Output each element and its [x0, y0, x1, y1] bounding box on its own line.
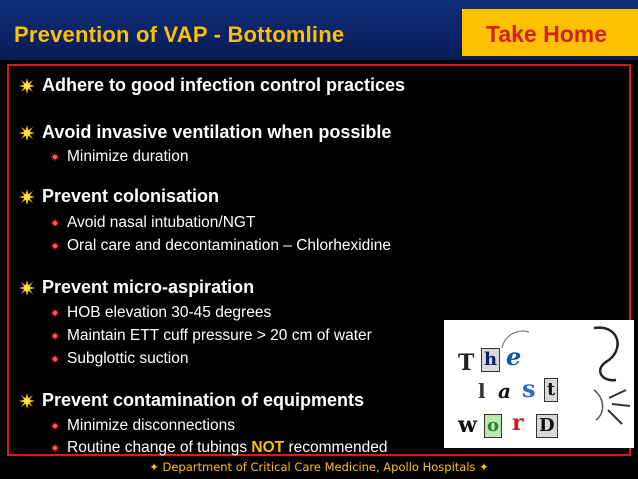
bullet-text: Adhere to good infection control practices [42, 75, 406, 95]
letter-w: w [458, 412, 477, 438]
bullet-burst-icon [19, 189, 35, 205]
footer-text: ✦ Department of Critical Care Medicine, Apollo Hospitals ✦ [149, 460, 489, 474]
sub-bullet-text: Minimize disconnections [67, 417, 235, 434]
bullet-burst-icon [19, 393, 35, 409]
letter-s: s [522, 374, 536, 403]
sub-bullet-text: HOB elevation 30-45 degrees [67, 304, 272, 321]
take-home-label: Take Home [486, 21, 608, 47]
sub-bullet-text: Avoid nasal intubation/NGT [67, 214, 256, 231]
bullet-burst-icon [19, 125, 35, 141]
sub-bullet-text: Oral care and decontamination – Chlorhexidine [67, 237, 391, 254]
bullet-text: Prevent micro-aspiration [42, 277, 255, 297]
recommended-text: recommended [284, 439, 388, 456]
letter-t: T [458, 350, 475, 376]
not-emphasis: NOT [251, 439, 285, 456]
sub-bullet-icon [50, 443, 60, 453]
sub-bullet-icon [50, 308, 60, 318]
sub-bullet-icon [50, 421, 60, 431]
take-home-badge [462, 9, 638, 56]
routine-change-text: Routine change of tubings [67, 439, 252, 456]
bullet-text: Prevent colonisation [42, 186, 220, 206]
sub-bullet-icon [50, 354, 60, 364]
the-last-word-picture [444, 320, 634, 448]
letter-t2: t [544, 378, 558, 402]
sub-bullet-icon [50, 241, 60, 251]
sub-bullet-text: Maintain ETT cuff pressure > 20 cm of water [67, 327, 372, 344]
letter-e: e [506, 342, 522, 371]
sub-bullet-text-routine-change [67, 439, 388, 457]
sub-bullet-text: Subglottic suction [67, 350, 189, 367]
sub-bullet-icon [50, 218, 60, 228]
bullet-burst-icon [19, 280, 35, 296]
sub-bullet-text: Minimize duration [67, 148, 189, 165]
letter-h: h [481, 348, 500, 372]
bullet-text: Avoid invasive ventilation when possible [42, 122, 392, 142]
letter-r: r [512, 410, 524, 436]
letter-l: l [478, 379, 486, 403]
slide-title: Prevention of VAP - Bottomline [14, 22, 345, 47]
bullet-text: Prevent contamination of equipments [42, 390, 365, 410]
sub-bullet-icon [50, 152, 60, 162]
letter-d: D [536, 414, 558, 438]
letter-a: a [498, 379, 511, 403]
letter-o: o [484, 414, 502, 438]
bullet-burst-icon [19, 78, 35, 94]
sub-bullet-icon [50, 331, 60, 341]
